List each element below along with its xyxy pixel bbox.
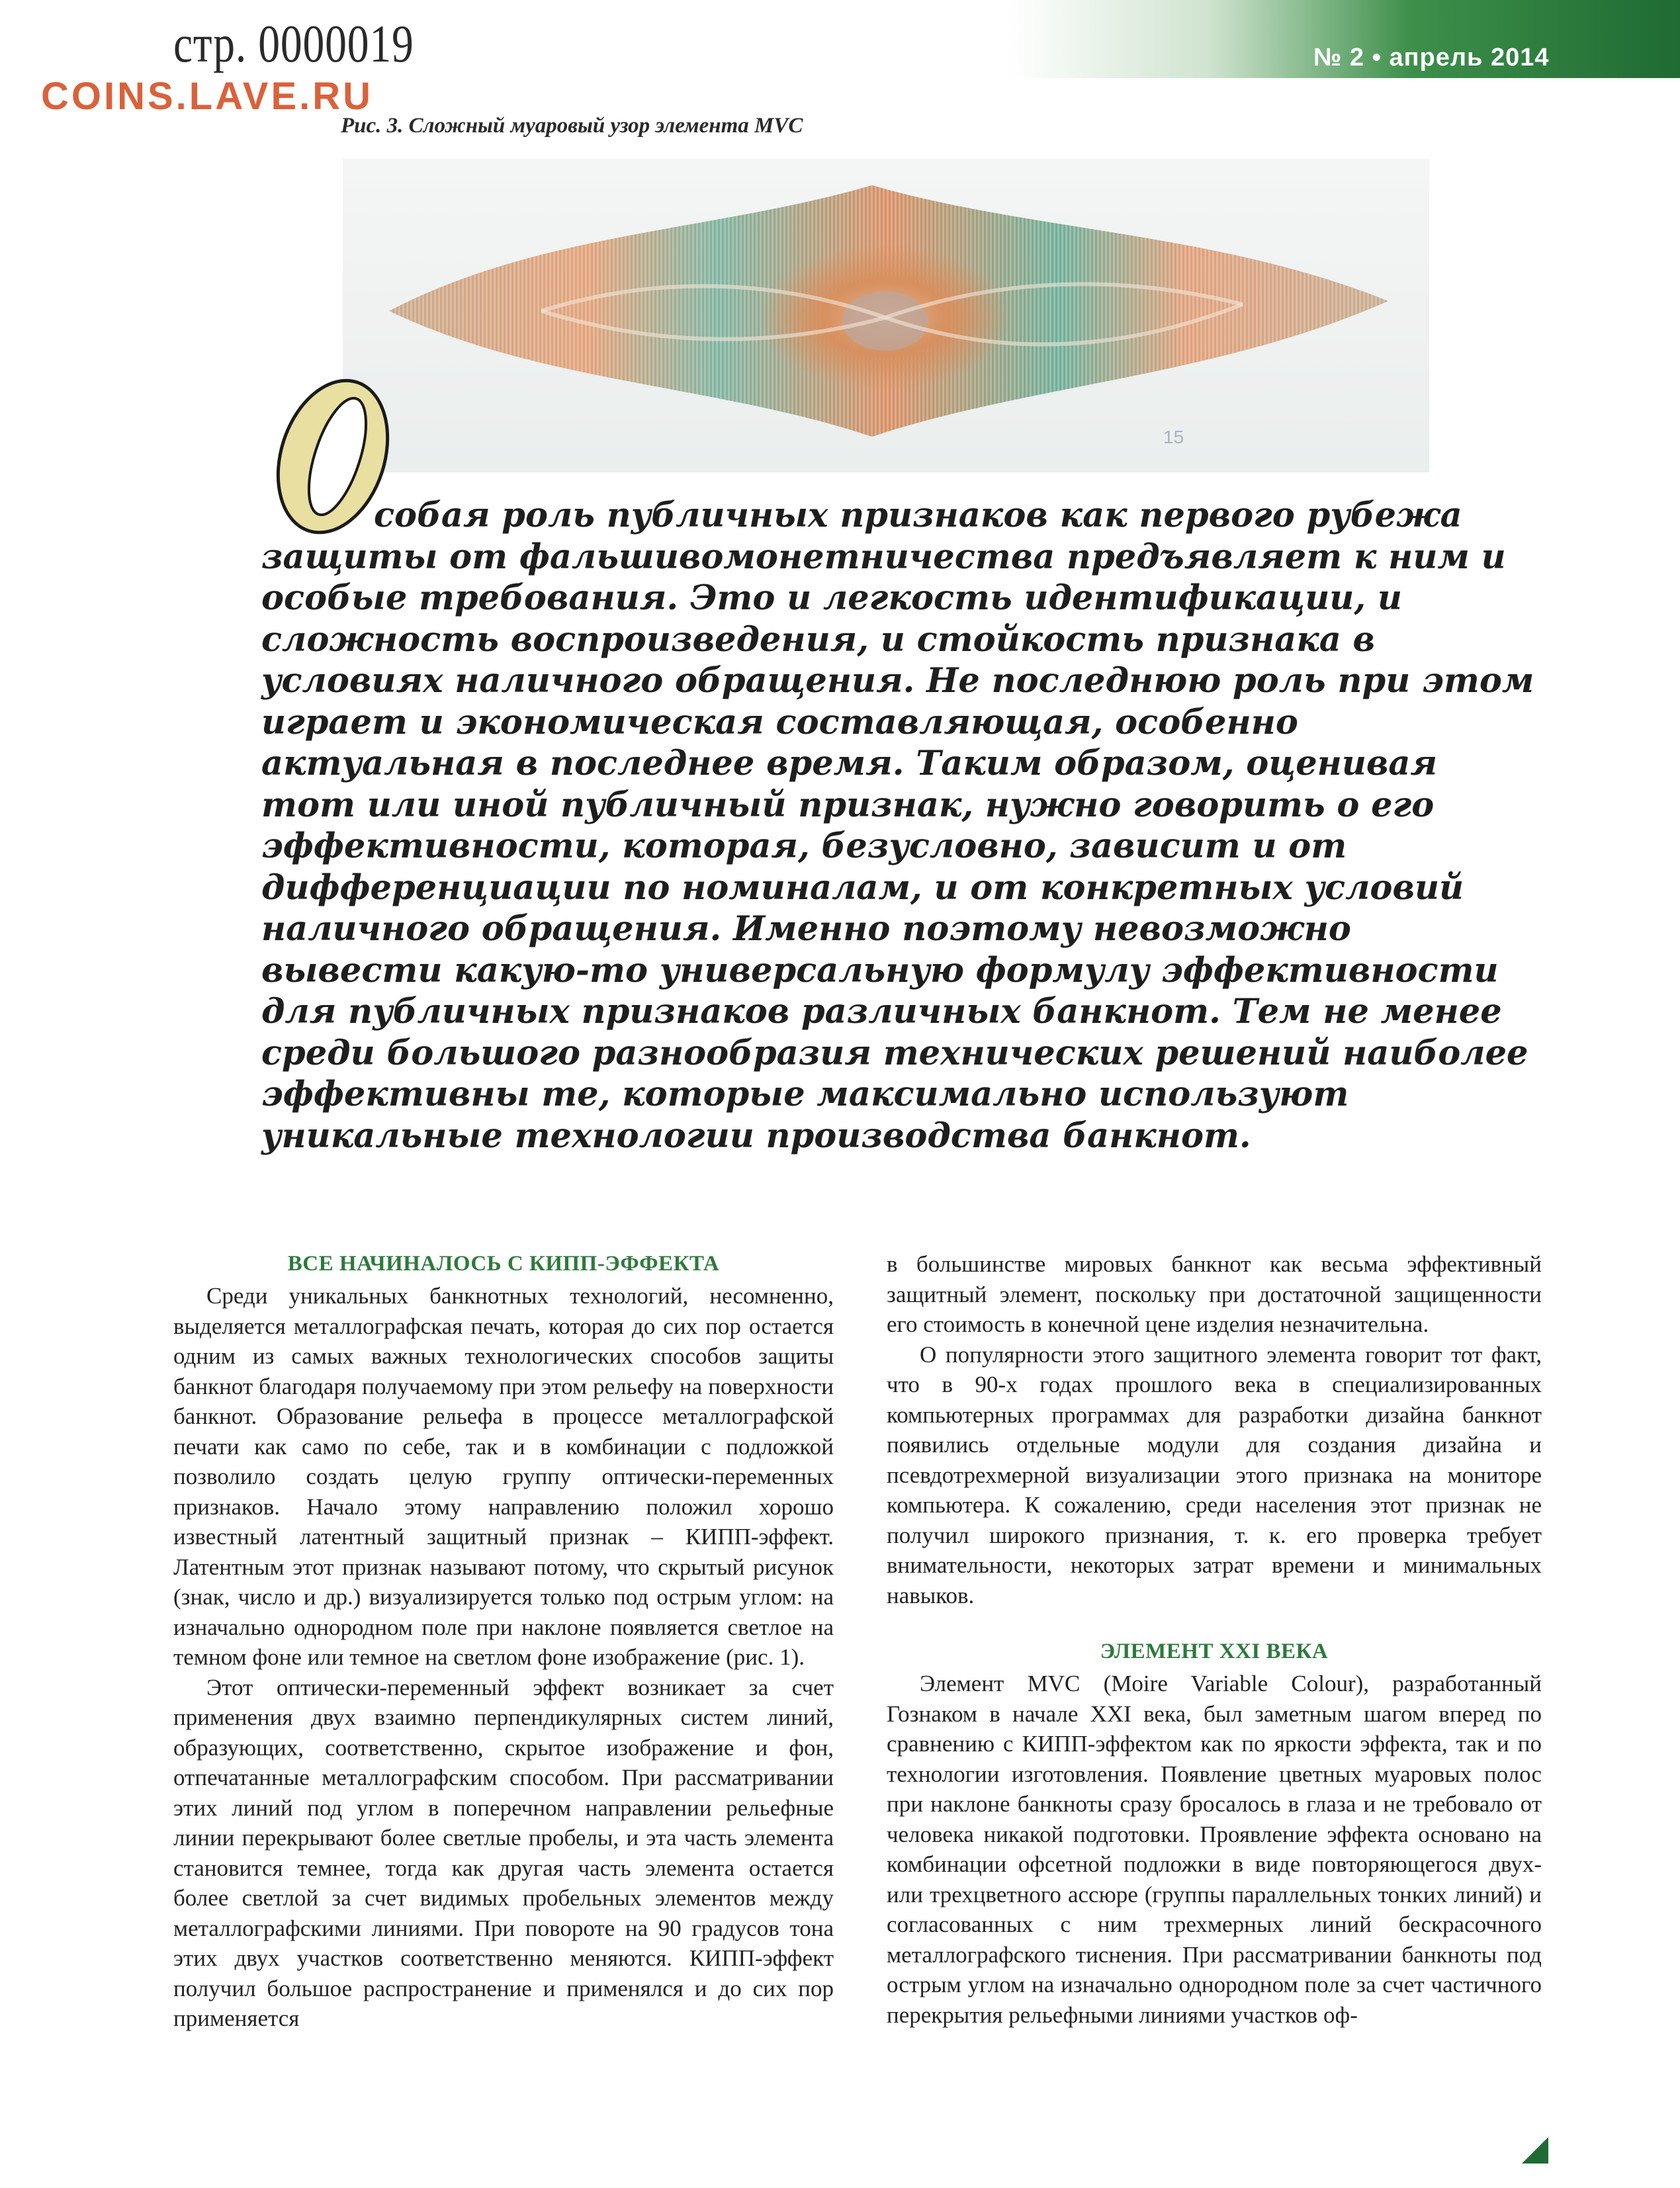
article-paragraph: Элемент MVC (Moire Variable Colour), разработанный Гознаком в начале XXI века, был заметным шагом вперед по сравнению с КИПП-эффектом как по яркости эффекта, так и по технологии изготовления. Появление цветных муаровых полос при наклоне банкноты сразу бросалось в глаза и не требовало от человека никакой подготовки. Проявление эффекта основано на комбинации офсетной подложки в виде повторяющегося двух- или трехцветного ассюре (группы параллельных тонких линий) и согласованных с ним трехмерных линий бескрасочного металлографского тиснения. При рассматривании банкноты под острым углом на изначально однородном поле за счет частичного перекрытия рельефными линиями участков оф- bbox=[887, 1671, 1542, 2028]
site-watermark[interactable]: COINS.LAVE.RU bbox=[41, 75, 374, 118]
issue-info: № 2 • апрель 2014 bbox=[1313, 44, 1550, 71]
article-column-right bbox=[887, 1249, 1542, 2030]
article-column-left bbox=[173, 1249, 834, 2034]
moire-pattern-image bbox=[343, 159, 1429, 472]
section-heading-mvc: ЭЛЕМЕНТ XXI ВЕКА bbox=[1100, 1640, 1329, 1663]
continue-arrow-icon bbox=[1522, 2137, 1548, 2164]
article-paragraph: Этот оптически-переменный эффект возникает за счет применения двух взаимно перпендикулярных систем линий, образующих, соответственно, скрытое изображение и фон, отпечатанные металлографским способом. При рассматривании этих линий под углом в поперечном направлении рельефные линии перекрывают более светлые пробелы, и эта часть элемента становится темнее, тогда как другая часть элемента остается более светлой за счет видимых пробельных элементов между металлографскими линиями. При повороте на 90 градусов тона этих двух участков соответственно меняются. КИПП-эффект получил большое распространение и применялся и до сих пор применяется bbox=[173, 1674, 834, 2031]
article-paragraph: О популярности этого защитного элемента говорит тот факт, что в 90-х годах прошлого века в специализированных компьютерных программах для разработки дизайна банкнот появились отдельные модули для создания дизайна и псевдотрехмерной визуализации этого признака на мониторе компьютера. К сожалению, среди населения этот признак не получил широкого признания, т. к. его проверка требует внимательности, некоторых затрат времени и минимальных навыков. bbox=[887, 1341, 1542, 1608]
article-paragraph: Среди уникальных банкнотных технологий, несомненно, выделяется металлографская печать, которая до сих пор остается одним из самых важных технологических способов защиты банкнот благодаря получаемому при этом рельефу на поверхности банкнот. Образование рельефа в процессе металлографской печати как само по себе, так и в комбинации с подложкой позволило создать целую группу оптически-переменных признаков. Начало этому направлению положил хорошо известный латентный защитный признак – КИПП-эффект. Латентным этот признак называют потому, что скрытый рисунок (знак, число и др.) визуализируется только под острым углом: на изначально однородном поле при наклоне появляется светлое на темном фоне или темное на светлом фоне изображение (рис. 1). bbox=[173, 1283, 834, 1670]
article-paragraph: в большинстве мировых банкнот как весьма эффективный защитный элемент, поскольку при достаточной защищенности его стоимость в конечной цене изделия незначительна. bbox=[887, 1251, 1542, 1337]
figure-image bbox=[343, 159, 1429, 472]
svg-text:15: 15 bbox=[1163, 427, 1184, 447]
figure-caption: Рис. 3. Сложный муаровый узор элемента MVC bbox=[341, 114, 803, 138]
intro-lead-paragraph: собая роль публичных признаков как первого рубежа защиты от фальшивомонетничества предъявляет к ним и особые требования. Это и легкость идентификации, и сложность воспроизведения, и стойкость признака в условиях наличного обращения. Не последнюю роль при этом играет и экономическая составляющая, особенно актуальная в последнее время. Таким образом, оценивая тот или иной публичный признак, нужно говорить о его эффективности, которая, безусловно, зависит и от дифференциации по номиналам, и от конкретных условий наличного обращения. Именно поэтому невозможно вывести какую-то универсальную формулу эффективности для публичных признаков различных банкнот. Тем не менее среди большого разнообразия технических решений наиболее эффективны те, которые максимально используют уникальные технологии производства банкнот. bbox=[261, 496, 1534, 1156]
page-code: стр. 0000019 bbox=[173, 15, 414, 73]
section-heading-kipp: ВСЕ НАЧИНАЛОСЬ С КИПП-ЭФФЕКТА bbox=[287, 1252, 720, 1276]
